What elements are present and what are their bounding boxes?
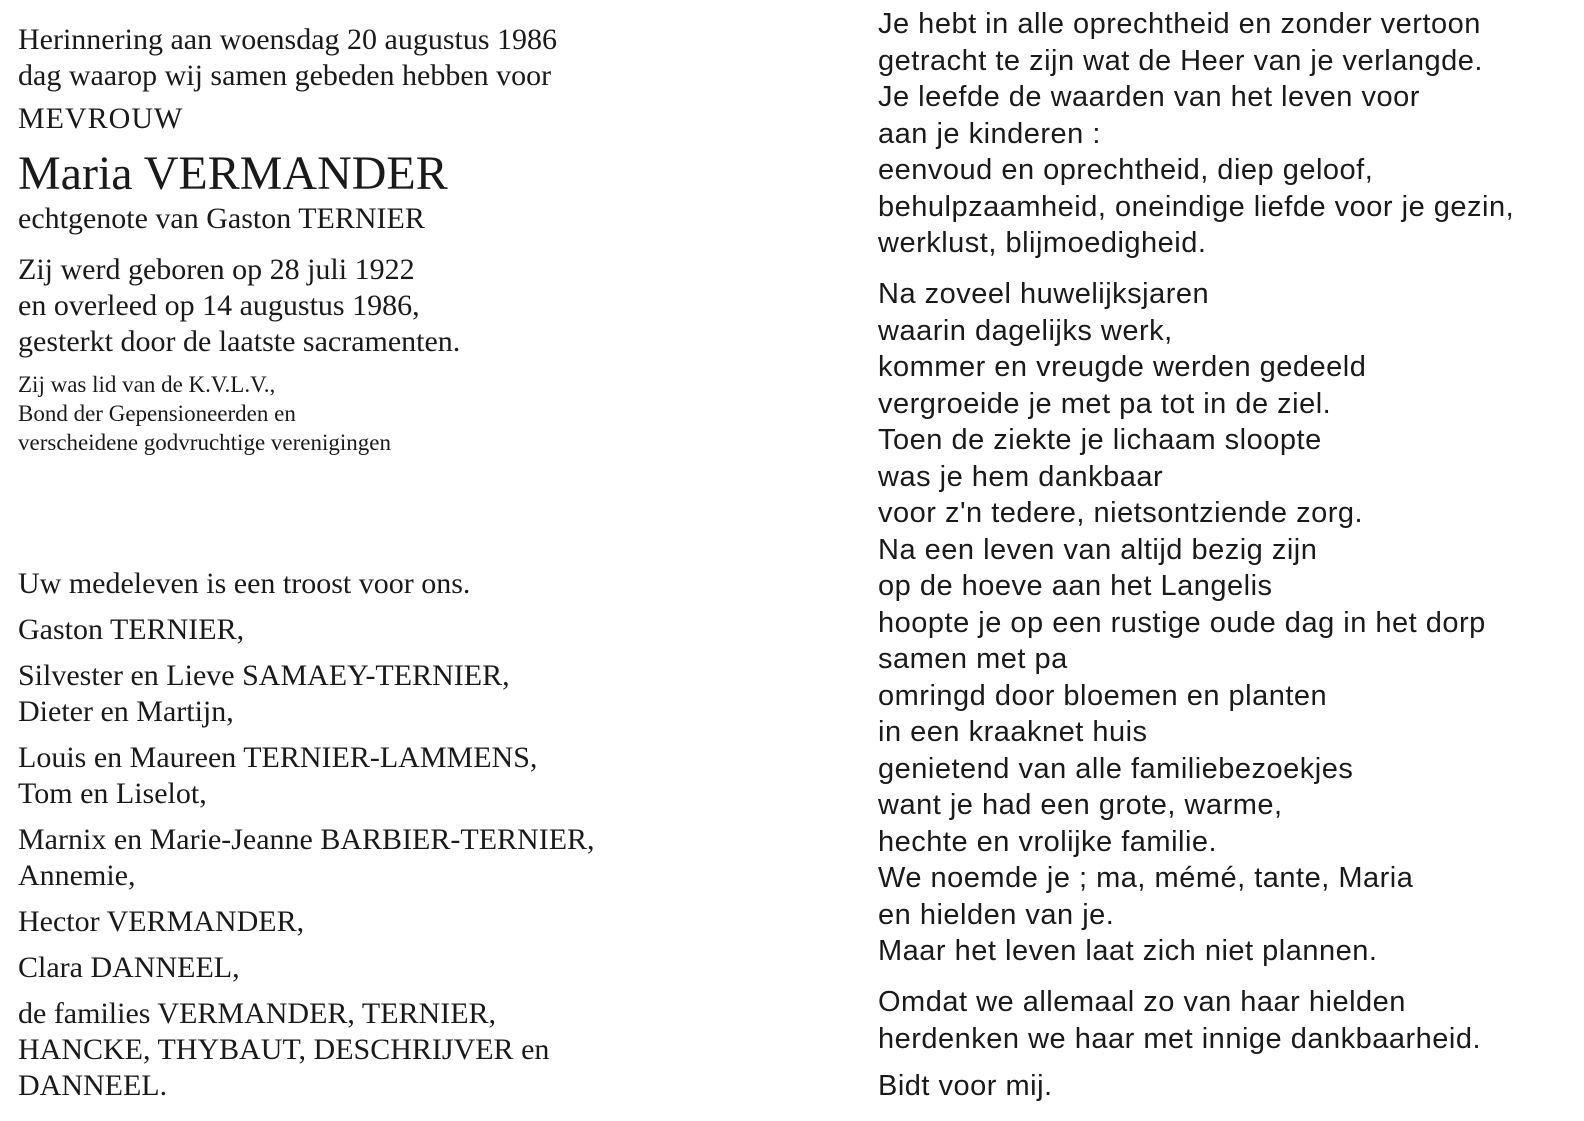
membership-line: verscheidene godvruchtige verenigingen xyxy=(18,430,391,455)
poem-line: vergroeide je met pa tot in de ziel. xyxy=(878,387,1332,420)
family-line: HANCKE, THYBAUT, DESCHRIJVER en xyxy=(18,1033,550,1066)
family-line: Annemie, xyxy=(18,859,136,892)
poem-line: kommer en vreugde werden gedeeld xyxy=(878,351,1367,383)
poem-line: want je had een grote, warme, xyxy=(878,789,1283,821)
family-line: Gaston TERNIER, xyxy=(18,613,245,646)
family-entry xyxy=(18,904,698,940)
poem-line: voor z'n tedere, nietsontziende zorg. xyxy=(878,497,1364,529)
family-line: de families VERMANDER, TERNIER, xyxy=(18,997,497,1030)
honorific: MEVROUW xyxy=(18,102,184,135)
family-line: Marnix en Marie-Jeanne BARBIER-TERNIER, xyxy=(18,823,595,856)
poem-line: eenvoud en oprechtheid, diep geloof, xyxy=(878,154,1374,186)
family-line: DANNEEL. xyxy=(18,1069,168,1102)
memberships xyxy=(18,370,391,457)
spouse-line: echtgenote van Gaston TERNIER xyxy=(18,202,425,235)
deceased-name: Maria VERMANDER xyxy=(18,147,448,200)
intro-text xyxy=(18,22,557,94)
life-dates xyxy=(18,252,460,360)
poem-line: We noemde je ; ma, mémé, tante, Maria xyxy=(878,862,1414,894)
family-entry xyxy=(18,822,698,894)
poem-line: Je leefde de waarden van het leven voor xyxy=(878,81,1420,113)
family-entry xyxy=(18,658,698,730)
family-line: Silvester en Lieve SAMAEY-TERNIER, xyxy=(18,659,510,692)
membership-line: Zij was lid van de K.V.L.V., xyxy=(18,372,276,397)
family-entry xyxy=(18,950,698,986)
poem-line: Maar het leven laat zich niet plannen. xyxy=(878,935,1378,967)
poem-line: Je hebt in alle oprechtheid en zonder vertoon xyxy=(878,8,1481,40)
poem-line: werklust, blijmoedigheid. xyxy=(878,227,1207,259)
poem-stanza-1 xyxy=(878,6,1514,262)
intro-line: dag waarop wij samen gebeden hebben voor xyxy=(18,59,552,92)
poem-line: omringd door bloemen en planten xyxy=(878,679,1328,712)
life-dates-line: gesterkt door de laatste sacramenten. xyxy=(18,325,461,358)
poem-line: getracht te zijn wat de Heer van je verlangde. xyxy=(878,44,1483,77)
family-line: Dieter en Martijn, xyxy=(18,695,234,728)
poem-line: Na een leven van altijd bezig zijn xyxy=(878,533,1318,566)
poem-line: was je hem dankbaar xyxy=(878,460,1164,493)
family-line: Clara DANNEEL, xyxy=(18,951,240,984)
family-entry xyxy=(18,740,698,812)
poem-stanza-3 xyxy=(878,984,1481,1057)
poem-line: hechte en vrolijke familie. xyxy=(878,825,1218,858)
closing-prayer: Bidt voor mij. xyxy=(878,1070,1053,1102)
poem-line: behulpzaamheid, oneindige liefde voor je gezin, xyxy=(878,190,1515,223)
poem-line: Na zoveel huwelijksjaren xyxy=(878,278,1210,310)
family-line: Louis en Maureen TERNIER-LAMMENS, xyxy=(18,741,538,774)
poem-stanza-2 xyxy=(878,276,1486,970)
poem-line: waarin dagelijks werk, xyxy=(878,314,1173,347)
family-line: Hector VERMANDER, xyxy=(18,905,305,938)
family-line: Tom en Liselot, xyxy=(18,777,207,810)
poem-line: aan je kinderen : xyxy=(878,117,1101,150)
poem-line: samen met pa xyxy=(878,643,1068,675)
thanks-line: Uw medeleven is een troost voor ons. xyxy=(18,567,471,600)
poem-line: Toen de ziekte je lichaam sloopte xyxy=(878,424,1322,456)
poem-line: herdenken we haar met innige dankbaarheid. xyxy=(878,1022,1482,1055)
membership-line: Bond der Gepensioneerden en xyxy=(18,401,296,426)
life-dates-line: Zij werd geboren op 28 juli 1922 xyxy=(18,253,415,286)
poem-line: hoopte je op een rustige oude dag in het dorp xyxy=(878,606,1486,639)
poem-line: in een kraaknet huis xyxy=(878,716,1148,748)
intro-line: Herinnering aan woensdag 20 augustus 1986 xyxy=(18,23,558,56)
poem-line: en hielden van je. xyxy=(878,898,1115,931)
poem-line: genietend van alle familiebezoekjes xyxy=(878,752,1354,785)
family-list xyxy=(18,612,698,1114)
poem-line: op de hoeve aan het Langelis xyxy=(878,570,1273,602)
poem-line: Omdat we allemaal zo van haar hielden xyxy=(878,986,1406,1018)
family-entry xyxy=(18,996,698,1104)
life-dates-line: en overleed op 14 augustus 1986, xyxy=(18,289,420,322)
family-entry xyxy=(18,612,698,648)
